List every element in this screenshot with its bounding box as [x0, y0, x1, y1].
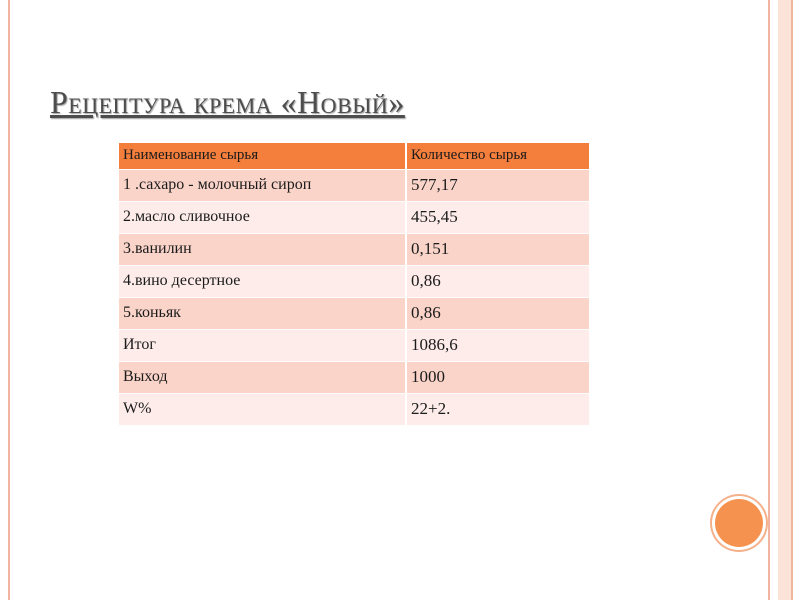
right-border-line — [768, 0, 770, 600]
ingredient-name: 5.коньяк — [119, 297, 406, 329]
ingredient-amount: 577,17 — [406, 169, 589, 201]
table-row — [119, 361, 589, 393]
ingredient-amount: 455,45 — [406, 201, 589, 233]
ingredient-amount: 0,86 — [406, 265, 589, 297]
ingredient-name: 4.вино десертное — [119, 265, 406, 297]
ingredient-name: 1 .сахаро - молочный сироп — [119, 169, 406, 201]
right-border-band — [778, 0, 791, 600]
ingredient-name: 3.ванилин — [119, 233, 406, 265]
header-ingredient-amount: Количество сырья — [406, 143, 589, 169]
table-row — [119, 329, 589, 361]
right-border-outer-line — [791, 0, 793, 600]
moisture-label: W% — [119, 393, 406, 425]
slide-title: Рецептура крема «Новый» — [50, 84, 405, 120]
total-value: 1086,6 — [406, 329, 589, 361]
yield-value: 1000 — [406, 361, 589, 393]
table-row — [119, 297, 589, 329]
moisture-value: 22+2. — [406, 393, 589, 425]
ingredient-name: 2.масло сливочное — [119, 201, 406, 233]
ingredient-amount: 0,86 — [406, 297, 589, 329]
table-row — [119, 201, 589, 233]
table-row — [119, 233, 589, 265]
decorative-orange-circle — [715, 499, 763, 547]
table-row — [119, 169, 589, 201]
table-row — [119, 393, 589, 425]
left-border-line — [8, 0, 10, 600]
yield-label: Выход — [119, 361, 406, 393]
table-header-row — [119, 143, 589, 169]
table-row — [119, 265, 589, 297]
total-label: Итог — [119, 329, 406, 361]
ingredient-amount: 0,151 — [406, 233, 589, 265]
header-ingredient-name: Наименование сырья — [119, 143, 406, 169]
recipe-table — [119, 143, 589, 426]
